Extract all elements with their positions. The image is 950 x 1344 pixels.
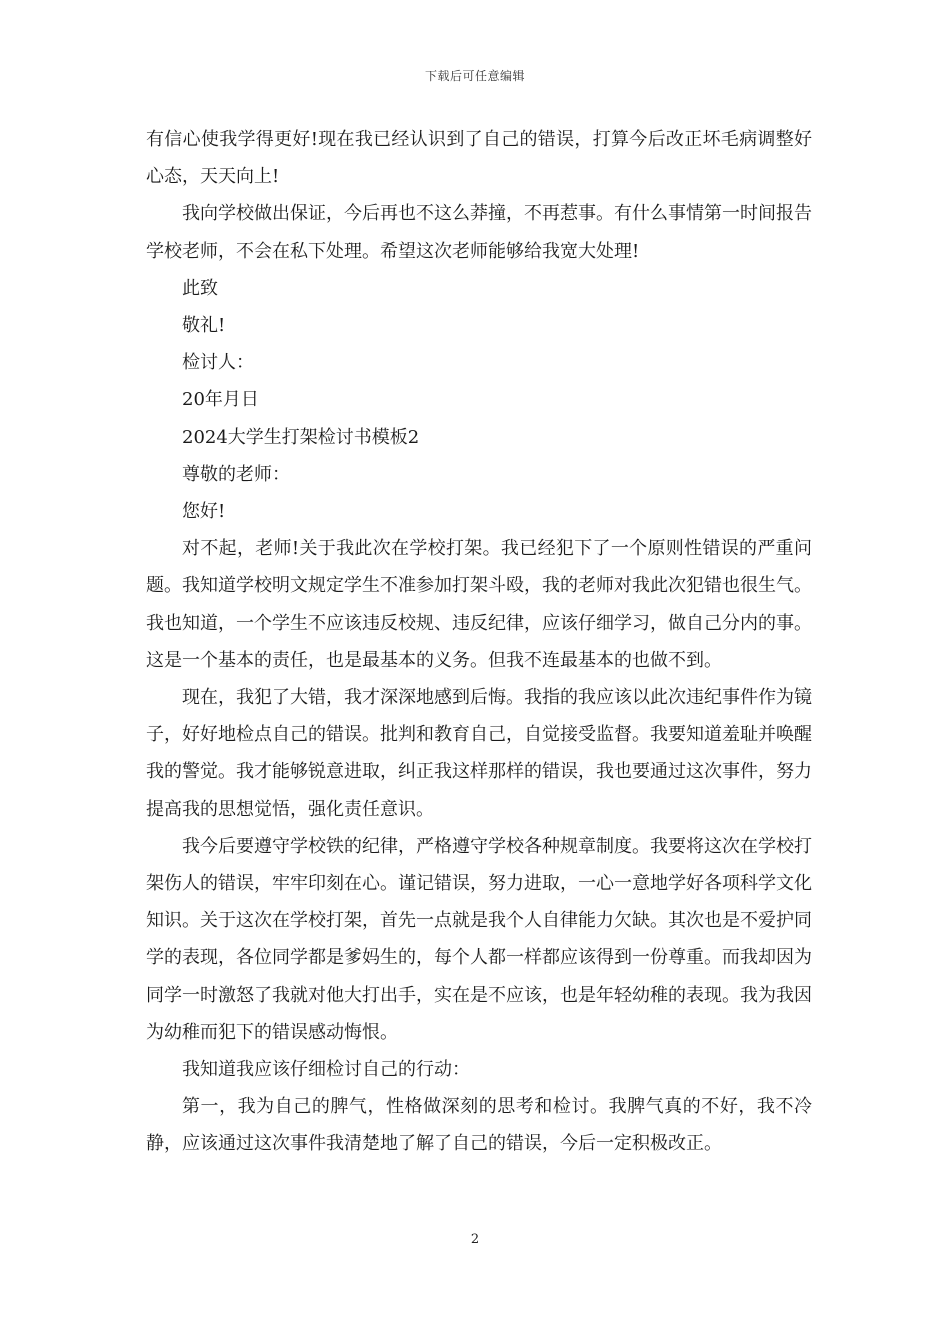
- section-title: 2024大学生打架检讨书模板2: [182, 426, 420, 448]
- salutation-line: 敬礼!: [182, 315, 226, 337]
- document-body: [146, 121, 812, 1163]
- paragraph-apology: 对不起，老师!关于我此次在学校打架。我已经犯下了一个原则性错误的严重问题。我知道学校明文规定学生不准参加打架斗殴，我的老师对我此次犯错也很生气。我也知道，一个学生不应该违反校规、违反纪律，应该仔细学习，做自己分内的事。这是一个基本的责任，也是最基本的义务。但我不连最基本的也做不到。: [146, 538, 812, 671]
- paragraph-first-point: 第一，我为自己的脾气，性格做深刻的思考和检讨。我脾气真的不好，我不冷静，应该通过这次事件我清楚地了解了自己的错误，今后一定积极改正。: [146, 1096, 812, 1155]
- date-line: 20年月日: [182, 389, 259, 411]
- paragraph-regret: 现在，我犯了大错，我才深深地感到后悔。我指的我应该以此次违纪事件作为镜子，好好地检点自己的错误。批判和教育自己，自觉接受监督。我要知道羞耻并唤醒我的警觉。我才能够锐意进取，纠正我这样那样的错误，我也要通过这次事件，努力提高我的思想觉悟，强化责任意识。: [146, 687, 812, 820]
- closing-line: 此致: [182, 277, 218, 299]
- paragraph-commitment: 我今后要遵守学校铁的纪律，严格遵守学校各种规章制度。我要将这次在学校打架伤人的错误，牢牢印刻在心。谨记错误，努力进取，一心一意地学好各项科学文化知识。关于这次在学校打架，首先一点就是我个人自律能力欠缺。其次也是不爱护同学的表现，各位同学都是爹妈生的，每个人都一样都应该得到一份尊重。而我却因为同学一时激怒了我就对他大打出手，实在是不应该，也是年轻幼稚的表现。我为我因为幼稚而犯下的错误感动悔恨。: [146, 835, 812, 1043]
- page-header: 下载后可任意编辑: [424, 69, 525, 83]
- paragraph-reflection-intro: 我知道我应该仔细检讨自己的行动：: [182, 1059, 470, 1081]
- signature-label: 检讨人：: [182, 352, 254, 374]
- hello-line: 您好!: [182, 501, 226, 523]
- paragraph-continuation: 有信心使我学得更好!现在我已经认识到了自己的错误，打算今后改正坏毛病调整好心态，天天向上!: [146, 129, 812, 188]
- paragraph-guarantee: 我向学校做出保证，今后再也不这么莽撞，不再惹事。有什么事情第一时间报告学校老师，不会在私下处理。希望这次老师能够给我宽大处理!: [146, 203, 812, 262]
- page-number: 2: [470, 1232, 480, 1247]
- greeting-line: 尊敬的老师：: [182, 463, 290, 485]
